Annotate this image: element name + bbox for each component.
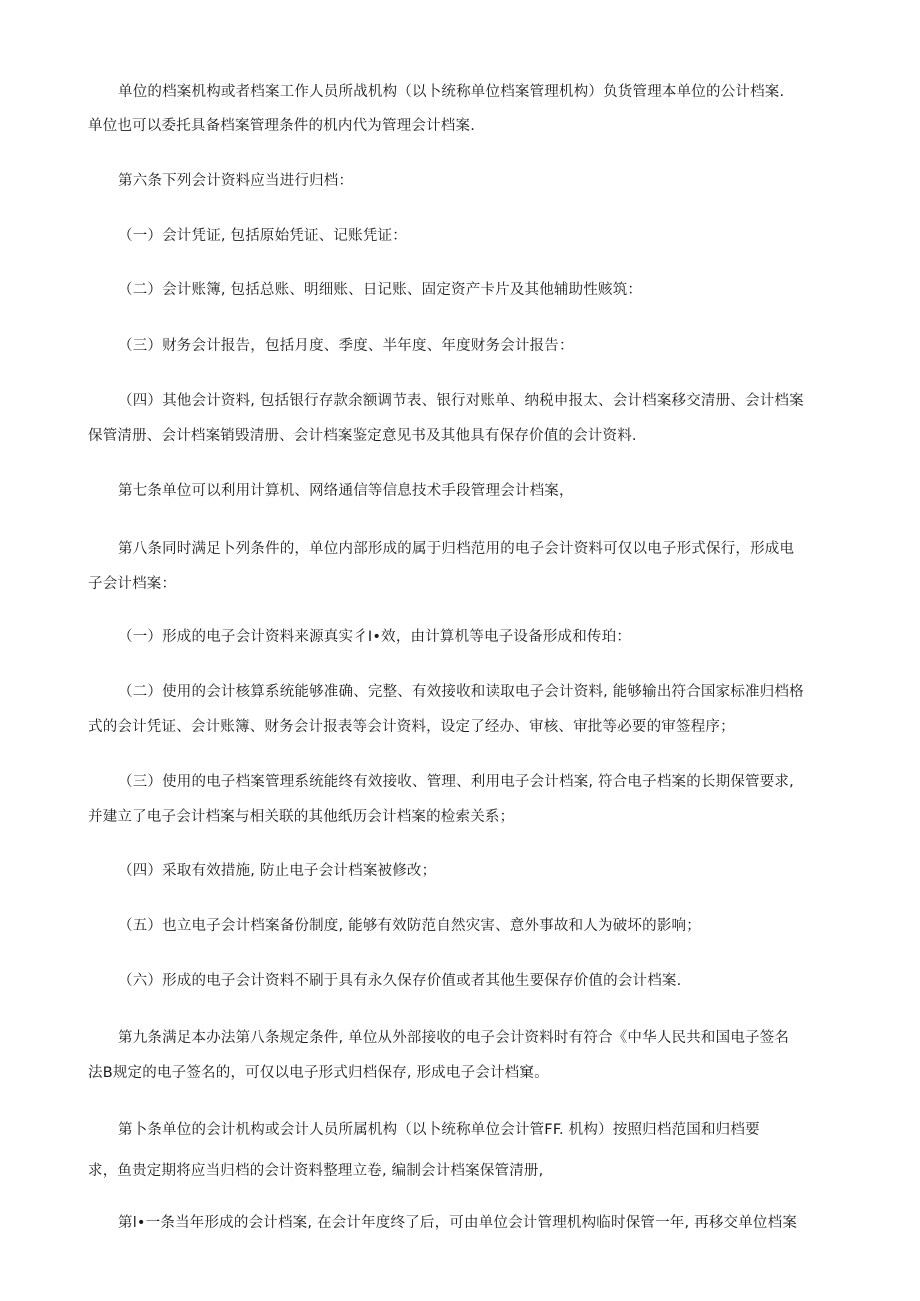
paragraph-item-3-reports — [88, 329, 848, 364]
paragraph-article-8-item-1 — [88, 620, 848, 655]
text-line: （三）财务会计报告，包括月度、季度、半年度、年度财务会计报告： — [118, 338, 574, 354]
text-line: 第l•一条当年形成的会计档案, 在会计年度终了后，可由单位会计管理机构临时保管一年, 再移交单位档案 — [118, 1215, 798, 1231]
text-line: （一）会计凭证, 包括原始凭证、记账凭证： — [118, 228, 407, 244]
text-line: （三）使用的电子档案管理系统能终有效接收、管理、利用电子会计档案, 符合电子档案的长期保管要求, — [118, 774, 794, 790]
text-line: 第七条单位可以利用计算机、网络通信等信息技术手段管理会计档案， — [118, 483, 574, 499]
text-line: 单位也可以委托具备档案管理条件的机内代为管理会计档案. — [88, 118, 476, 134]
paragraph-article-8-item-4 — [88, 854, 848, 889]
text-line: （五）也立电子会计档案备份制度, 能够有效防范自然灾害、意外事故和人为破坏的影响； — [118, 918, 701, 934]
paragraph-article-8-item-2 — [88, 675, 848, 745]
text-line: 保管清册、会计档案销毁清册、会计档案鉴定意见书及其他具有保存价值的会计资料. — [88, 428, 637, 444]
text-line: （二）使用的会计核算系统能够准确、完整、有效接收和读取电子会计资料, 能够输出符合国家标准归档格 — [118, 684, 804, 700]
text-line: （六）形成的电子会计资料不刷于具有永久保存价值或者其他生要保存价值的会计档案. — [118, 973, 682, 989]
text-line: （四）采取有效措施, 防止电子会计档案被修改； — [118, 863, 437, 879]
paragraph-article-11 — [88, 1206, 848, 1241]
text-line: 子会计档案： — [88, 576, 177, 592]
text-line: 单位的档案机构或者档案工作人员所战机构（以卜统称单位档案管理机构）负货管理本单位的公计档案. — [118, 84, 785, 100]
paragraph-article-9 — [88, 1021, 848, 1091]
text-line: 第六条下列会计资料应当进行归档： — [118, 173, 354, 189]
paragraph-article-8 — [88, 532, 848, 602]
text-line: （一）形成的电子会计资料来源真实彳I•效，由计算机等电子设备形成和传珀： — [118, 629, 632, 645]
paragraph-article-6 — [88, 164, 848, 199]
text-line: 求，鱼贵定期将应当归档的会计资料整理立卷, 编制会计档案保管清册, — [88, 1163, 544, 1179]
paragraph-article-7 — [88, 474, 848, 509]
text-line: 第卜条单位的会计机构或会计人员所属机构（以卜统称单位会计管FF. 机构）按照归档范国和归档要 — [118, 1122, 760, 1138]
paragraph-item-2-ledgers — [88, 273, 848, 308]
text-line: （四）其他会计资料, 包括银行存款余额调节表、银行对账单、纳税申报太、会计档案移交清册、会计档案 — [118, 393, 804, 409]
text-line: 第八条同时满足卜列条件的，单位内部形成的属于归档范用的电子会计资料可仅以电子形式保行，形成电 — [118, 541, 795, 557]
text-line: （二）会计账簿, 包括总账、明细账、日记账、固定资产卡片及其他辅助性赅筑： — [118, 282, 643, 298]
text-line: 并建立了电子会计档案与相关联的其他纸历会计档案的检索关系； — [88, 809, 515, 825]
paragraph-item-1-vouchers — [88, 219, 848, 254]
paragraph-item-4-other-materials — [88, 384, 848, 454]
paragraph-article-10 — [88, 1113, 848, 1189]
paragraph-archive-management — [88, 75, 848, 144]
text-line: 第九条满足本办法第八条规定条件, 单位从外部接收的电子会计资料时有符合《中华人民共和国电子签名 — [118, 1030, 790, 1046]
paragraph-article-8-item-3 — [88, 765, 848, 835]
text-line: 式的会计凭证、会计账簿、财务会计报表等会计资料，设定了经办、审核、审批等必要的审签程序； — [88, 719, 735, 735]
paragraph-article-8-item-6 — [88, 964, 848, 999]
text-line: 法B规定的电子签名的，可仅以电子形式归档保存, 形成电子会计档窠。 — [88, 1065, 549, 1081]
paragraph-article-8-item-5 — [88, 909, 848, 944]
